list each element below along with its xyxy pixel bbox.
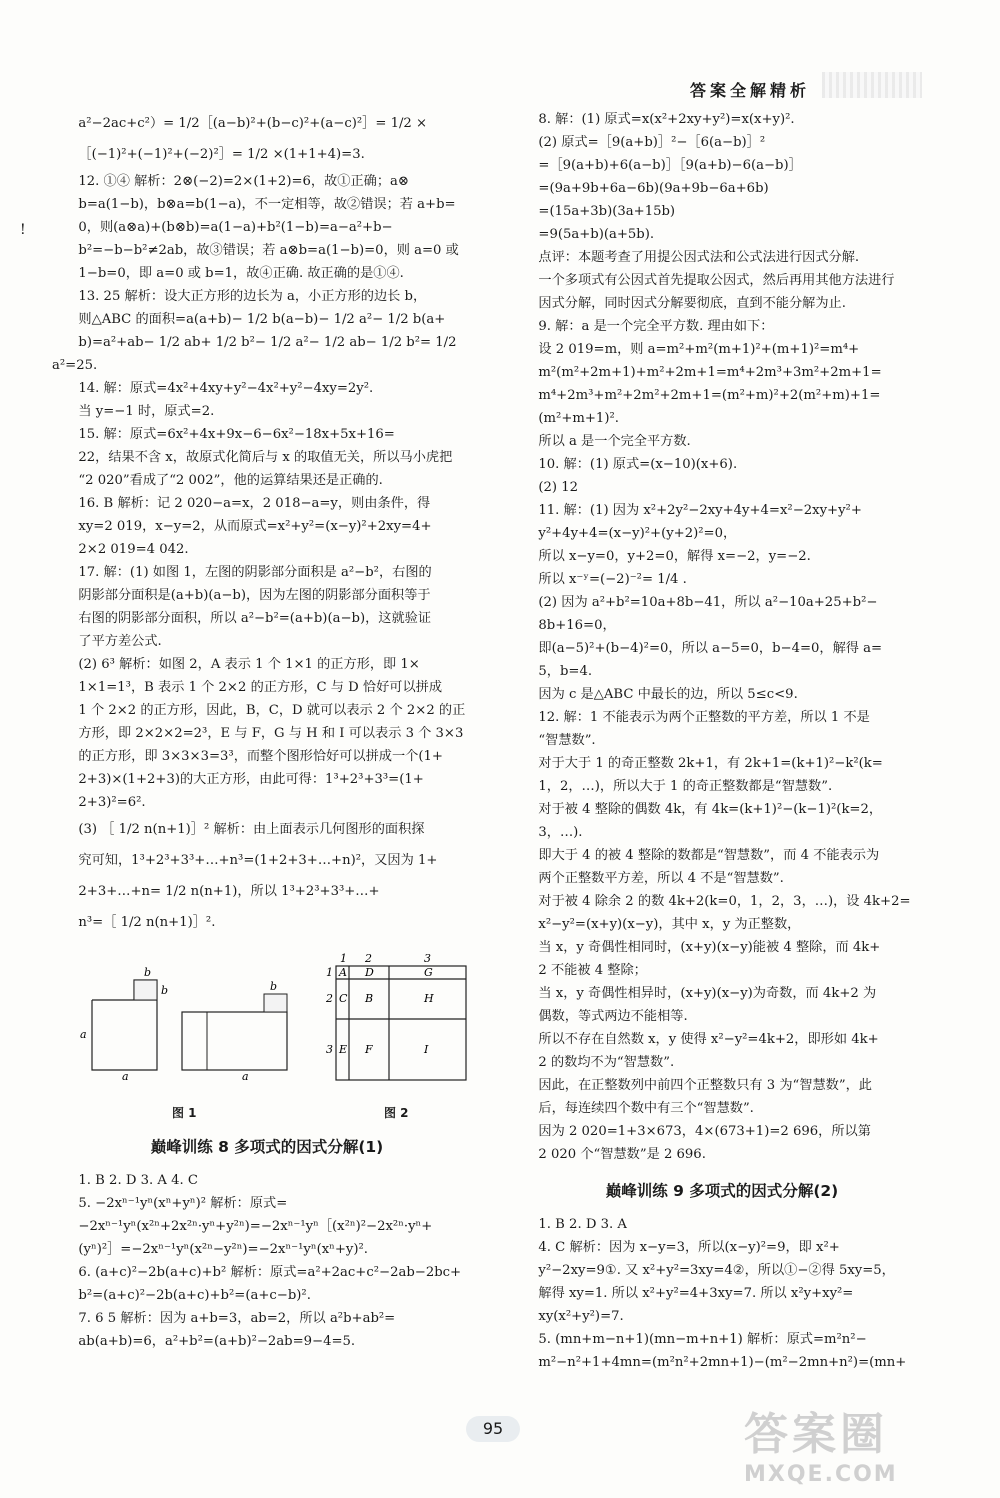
left-block-d [52,814,482,938]
text-line: 的正方形，即 3×3×3=3³，而整个图形恰好可以拼成一个(1+ [78,749,443,764]
text-line: 1. B 2. D 3. A [538,1217,627,1232]
text-line: 当 x，y 奇偶性相同时，(x+y)(x−y)能被 4 整除，而 4k+ [538,940,881,955]
text-line: 后，每连续四个数中有三个“智慧数”. [538,1101,754,1116]
text-line: 22，结果不含 x，故原式化简后与 x 的取值无关，所以马小虎把 [78,450,453,465]
text-line: (yⁿ)²］=−2xⁿ⁻¹yⁿ(x²ⁿ−y²ⁿ)=−2xⁿ⁻¹yⁿ(xⁿ+y)². [78,1242,369,1257]
text-line: 因为 2 020=1+3×673，4×(673+1)=2 696，所以第 [538,1124,871,1139]
text-line: 当 x，y 奇偶性相异时，(x+y)(x−y)为奇数，而 4k+2 为 [538,986,877,1001]
text-line: 10. 解：(1) 原式=(x−10)(x+6). [538,457,738,472]
fig2-cell-A: A [339,966,347,979]
watermark-url: MXQE.COM [744,1462,898,1487]
right-block-b [512,246,932,1166]
header-decoration [822,72,922,98]
text-line: 对于被 4 除余 2 的数 4k+2(k=0，1，2，3，…)，设 4k+2= [538,894,911,909]
text-line: b²=−b−b²≠2ab，故③错误；若 a⊗b=a(1−b)=0，则 a=0 或 [78,243,459,258]
text-line: x²−y²=(x+y)(x−y)，其中 x，y 为正整数， [538,917,801,932]
text-line: y²+4y+4=(x−y)²+(y+2)²=0， [538,526,737,541]
text-line: 因此，在正整数列中前四个正整数只有 3 为“智慧数”，此 [538,1078,872,1093]
text-line: b)=a²+ab− 1/2 ab+ 1/2 b²− 1/2 a²− 1/2 ab− 1/2 b²= 1/2 a²=25. [52,335,457,373]
text-line: 5. (mn+m−n+1)(mn−m+n+1) 解析：原式=m²n²− [538,1332,867,1347]
text-line: 7. 6 5 解析：因为 a+b=3，ab=2，所以 a²b+ab²= [78,1311,396,1326]
section-9-title: 巅峰训练 9 多项式的因式分解(2) [605,1182,839,1200]
text-line: 对于大于 1 的奇正整数 2k+1，有 2k+1=(k+1)²−k²(k= [538,756,883,771]
fig2-col-3: 3 [424,952,431,965]
fig1-label-a-right: a [242,1070,249,1083]
text-line: 设 2 019=m，则 a=m²+m²(m+1)²+(m+1)²=m⁴+ [538,342,860,357]
text-line: (2) 12 [538,480,579,495]
text-line: (2) 6³ 解析：如图 2，A 表示 1 个 1×1 的正方形，即 1× [78,657,420,672]
text-line: 5，b=4. [538,664,593,679]
text-line: 所以 a 是一个完全平方数. [538,434,691,449]
text-line: 即(a−5)²+(b−4)²=0，所以 a−5=0，b−4=0，解得 a= [538,641,883,656]
right-block-a [512,108,932,246]
text-line: (2) 因为 a²+b²=10a+8b−41，所以 a²−10a+25+b²− [538,595,878,610]
figure-svg [52,952,482,1102]
text-line: 1. B 2. D 3. A 4. C [78,1173,198,1188]
text-line: 16. B 解析：记 2 020−a=x，2 018−a=y，则由条件，得 [78,496,431,511]
left-block-e [52,1169,482,1353]
text-line: 1，2，…)，所以大于 1 的奇正整数都是“智慧数”. [538,779,833,794]
right-column [512,108,932,1374]
text-line: 因为 c 是△ABC 中最长的边，所以 5≤c<9. [538,687,798,702]
fig1-left-shape [92,980,157,1070]
text-line: 0，则(a⊗a)+(b⊗b)=a(1−a)+b²(1−b)=a−a²+b− [78,220,393,235]
fig1-caption: 图 1 [172,1106,197,1120]
text-line: 点评：本题考查了用提公因式法和公式法进行因式分解. [538,250,860,265]
text-line: 所以 x⁻ʸ=(−2)⁻²= 1/4 . [538,572,687,587]
text-line: b=a(1−b)，b⊗a=b(1−a)，不一定相等，故②错误；若 a+b= [78,197,456,212]
page-header-title: 答案全解精析 [689,81,810,100]
page-number: 95 [466,1416,520,1442]
text-line: 14. 解：原式=4x²+4xy+y²−4x²+y²−4xy=2y². [78,381,374,396]
text-line: =(15a+3b)(3a+15b) [538,204,676,219]
fig2-cell-G: G [424,966,433,979]
text-line: 5. −2xⁿ⁻¹yⁿ(xⁿ+yⁿ)² 解析：原式= [78,1196,288,1211]
text-line: “智慧数”. [538,733,596,748]
fig2-grid [336,966,466,1080]
text-line: n³=［ 1/2 n(n+1)］². [78,915,216,930]
text-line: 12. ①④ 解析：2⊗(−2)=2×(1+2)=6，故①正确；a⊗ [78,174,409,189]
fig2-caption: 图 2 [384,1106,409,1120]
fig1-label-a-bottom: a [122,1070,129,1083]
fig2-cell-E: E [339,1043,348,1056]
text-line: “2 020”看成了“2 002”，他的运算结果还是正确的. [78,473,383,488]
text-line: 2+3+…+n= 1/2 n(n+1)，所以 1³+2³+3³+…+ [78,884,380,899]
text-line: m²(m²+2m+1)+m²+2m+1=m⁴+2m³+3m²+2m+1= [538,365,882,380]
fig2-row-3: 3 [326,1043,333,1056]
text-line: (m²+m+1)². [538,411,619,426]
text-line: 阴影部分面积是(a+b)(a−b)，因为左图的阴影部分面积等于 [78,588,431,603]
text-line: ab(a+b)=6，a²+b²=(a+b)²−2ab=9−4=5. [78,1334,356,1349]
fig1-label-b-right: b [270,980,278,993]
text-line: 1−b=0，即 a=0 或 b=1，故④正确. 故正确的是①④. [78,266,404,281]
watermark [744,1398,974,1488]
text-line: 15. 解：原式=6x²+4x+9x−6−6x²−18x+5x+16= [78,427,395,442]
text-line: 究可知，1³+2³+3³+…+n³=(1+2+3+…+n)²，又因为 1+ [78,853,438,868]
text-line: ［(−1)²+(−1)²+(−2)²］= 1/2 ×(1+1+4)=3. [78,147,365,162]
text-line: 两个正整数平方差，所以 4 不是“智慧数”. [538,871,784,886]
text-line: 则△ABC 的面积=a(a+b)− 1/2 b(a−b)− 1/2 a²− 1/2 b(a+ [78,312,446,327]
fig2-col-1: 1 [340,952,347,965]
text-line: 6. (a+c)²−2b(a+c)+b² 解析：原式=a²+2ac+c²−2ab−2bc+ [78,1265,462,1280]
fig2-cell-H: H [424,992,434,1005]
watermark-cn: 答案圈 [744,1409,888,1460]
text-line: 了平方差公式. [78,634,162,649]
fig2-cell-I: I [424,1043,429,1056]
text-line: 13. 25 解析：设大正方形的边长为 a，小正方形的边长 b， [78,289,427,304]
fig2-cell-D: D [365,966,374,979]
text-line: (2) 原式=［9(a+b)］²−［6(a−b)］² [538,135,766,150]
text-line: 8b+16=0， [538,618,616,633]
text-line: 2+3)×(1+2+3)的大正方形，由此可得：1³+2³+3³=(1+ [78,772,424,787]
section-8-title: 巅峰训练 8 多项式的因式分解(1) [150,1138,384,1156]
text-line: m²−n²+1+4mn=(m²n²+2mn+1)−(m²−2mn+n²)=(mn+ [538,1355,907,1370]
fig1-label-a-left: a [80,1028,87,1041]
fig2-cell-F: F [365,1043,373,1056]
text-line: =9(5a+b)(a+5b). [538,227,655,242]
text-line: xy(x²+y²)=7. [538,1309,624,1324]
text-line: y²−2xy=9①. 又 x²+y²=3xy=4②，所以①−②得 5xy=5， [538,1263,895,1278]
text-line: 2 不能被 4 整除； [538,963,647,978]
fig1-right-shape [182,994,287,1070]
text-line: m⁴+2m³+m²+2m²+2m+1=(m²+m)²+2(m²+m)+1= [538,388,881,403]
text-line: 所以 x−y=0，y+2=0，解得 x=−2，y=−2. [538,549,811,564]
left-block-a [52,108,482,170]
right-block-c [512,1213,932,1374]
text-line: 9. 解：a 是一个完全平方数. 理由如下： [538,319,774,334]
text-line: xy=2 019，x−y=2，从而原式=x²+y²=(x−y)²+2xy=4+ [78,519,432,534]
text-line: 所以不存在自然数 x，y 使得 x²−y²=4k+2，即形如 4k+ [538,1032,879,1047]
text-line: 3，…). [538,825,583,840]
fig2-row-2: 2 [326,992,333,1005]
text-line: 即大于 4 的被 4 整除的数都是“智慧数”，而 4 不能表示为 [538,848,880,863]
fig2-col-2: 2 [365,952,372,965]
left-column [52,108,482,1353]
fig1-label-b-side: b [161,984,169,997]
text-line: 一个多项式有公因式首先提取公因式，然后再用其他方法进行 [538,273,895,288]
text-line: =［9(a+b)+6(a−b)］［9(a+b)−6(a−b)］ [538,158,802,173]
text-line: 2 的数均不为“智慧数”. [538,1055,675,1070]
text-line: 11. 解：(1) 因为 x²+2y²−2xy+4y+4=x²−2xy+y²+ [538,503,862,518]
left-block-b [52,170,482,377]
fig1-label-b-top: b [144,966,152,979]
text-line: 1×1=1³，B 表示 1 个 2×2 的正方形，C 与 D 恰好可以拼成 [78,680,443,695]
text-line: 1 个 2×2 的正方形，因此，B，C，D 就可以表示 2 个 2×2 的正 [78,703,466,718]
text-line: 当 y=−1 时，原式=2. [78,404,215,419]
figure-row [52,952,482,1122]
text-line: 偶数，等式两边不能相等. [538,1009,688,1024]
text-line: 因式分解，同时因式分解要彻底，直到不能分解为止. [538,296,846,311]
text-line: 对于被 4 整除的偶数 4k，有 4k=(k+1)²−(k−1)²(k=2， [538,802,883,817]
text-line: 2×2 019=4 042. [78,542,189,557]
text-line: −2xⁿ⁻¹yⁿ(x²ⁿ+2x²ⁿ·yⁿ+y²ⁿ)=−2xⁿ⁻¹yⁿ［(x²ⁿ)²−2x²ⁿ·yⁿ+ [78,1219,433,1234]
text-line: 右图的阴影部分面积，所以 a²−b²=(a+b)(a−b)，这就验证 [78,611,432,626]
margin-mark: ! [20,222,26,238]
text-line: 2 020 个“智慧数”是 2 696. [538,1147,706,1162]
text-line: =(9a+9b+6a−6b)(9a+9b−6a+6b) [538,181,769,196]
text-line: 12. 解：1 不能表示为两个正整数的平方差，所以 1 不是 [538,710,870,725]
text-line: 17. 解：(1) 如图 1，左图的阴影部分面积是 a²−b²，右图的 [78,565,432,580]
fig2-row-1: 1 [326,966,333,979]
text-line: 8. 解：(1) 原式=x(x²+2xy+y²)=x(x+y)². [538,112,795,127]
left-block-c [52,377,482,814]
text-line: 4. C 解析：因为 x−y=3，所以(x−y)²=9，即 x²+ [538,1240,840,1255]
text-line: (3) ［ 1/2 n(n+1)］² 解析：由上面表示几何图形的面积探 [78,822,425,837]
text-line: 解得 xy=1. 所以 x²+y²=4+3xy=7. 所以 x²y+xy²= [538,1286,854,1301]
text-line: a²−2ac+c²）= 1/2［(a−b)²+(b−c)²+(a−c)²］= 1/2 × [78,116,428,131]
text-line: b²=(a+c)²−2b(a+c)+b²=(a+c−b)². [78,1288,311,1303]
fig2-cell-B: B [365,992,374,1005]
fig2-cell-C: C [339,992,348,1005]
text-line: 方形，即 2×2×2=2³，E 与 F，G 与 H 和 I 可以表示 3 个 3×3 [78,726,464,741]
text-line: 2+3)²=6². [78,795,146,810]
